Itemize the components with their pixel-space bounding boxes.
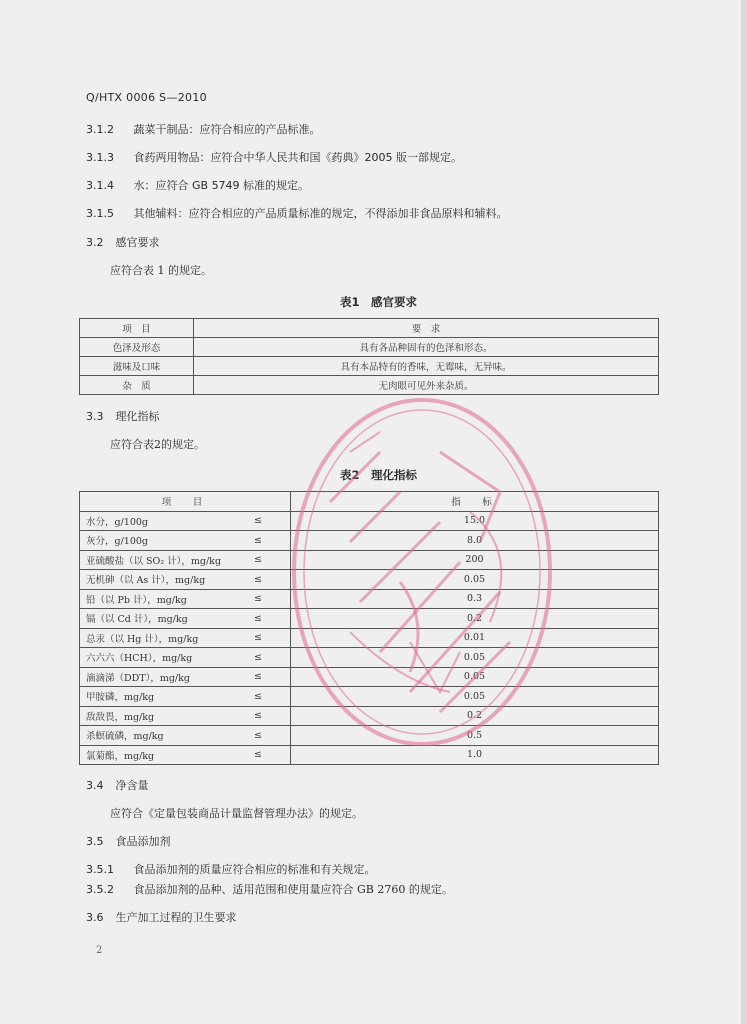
clause-3-5-1 xyxy=(86,863,376,877)
clause-text: 食品添加剂的品种、适用范围和使用量应符合 GB 2760 的规定。 xyxy=(133,883,453,896)
indicator-name-cell: 亚硫酸盐（以 SO₂ 计），mg/kg xyxy=(80,550,251,570)
section-title: 食品添加剂 xyxy=(115,835,171,848)
table-row xyxy=(80,745,659,765)
indicator-value-cell: 0.05 xyxy=(291,667,659,687)
section-3-5-heading xyxy=(86,835,171,849)
section-title: 理化指标 xyxy=(115,410,160,423)
clause-text: 食药两用物品：应符合中华人民共和国《药典》2005 版一部规定。 xyxy=(133,151,462,164)
operator-cell: ≤ xyxy=(250,511,291,531)
clause-3-5-2 xyxy=(86,883,453,897)
indicator-value-cell: 0.5 xyxy=(291,726,659,746)
clause-number: 3.5.2 xyxy=(86,883,114,896)
table-row xyxy=(80,570,659,590)
table-row xyxy=(80,628,659,648)
clause-text: 其他辅料：应符合相应的产品质量标准的规定，不得添加非食品原料和辅料。 xyxy=(133,207,508,220)
indicator-name-cell: 氯菊酯，mg/kg xyxy=(80,745,251,765)
clause-text: 水：应符合 GB 5749 标准的规定。 xyxy=(133,179,310,192)
table-row xyxy=(80,531,659,551)
indicator-value-cell: 0.2 xyxy=(291,609,659,629)
table-row xyxy=(80,648,659,668)
indicator-name-cell: 铅（以 Pb 计），mg/kg xyxy=(80,589,251,609)
clause-3-1-5 xyxy=(86,207,508,221)
indicator-value-cell: 0.05 xyxy=(291,648,659,668)
clause-number: 3.1.4 xyxy=(86,179,114,192)
table2-caption: 表2 理化指标 xyxy=(340,468,418,482)
doc-code-header: Q/HTX 0006 S—2010 xyxy=(86,91,207,104)
clause-3-1-3 xyxy=(86,151,462,165)
clause-text: 食品添加剂的质量应符合相应的标准和有关规定。 xyxy=(133,863,376,876)
table-body xyxy=(80,511,659,765)
table-row xyxy=(80,726,659,746)
operator-cell: ≤ xyxy=(250,570,291,590)
table-row xyxy=(80,376,659,395)
table-header-row xyxy=(80,319,659,338)
table-header-row xyxy=(80,492,659,512)
section-number: 3.3 xyxy=(86,410,104,423)
indicator-name-cell: 无机砷（以 As 计），mg/kg xyxy=(80,570,251,590)
section-3-3-heading xyxy=(86,410,160,424)
table-row xyxy=(80,589,659,609)
clause-number: 3.1.3 xyxy=(86,151,114,164)
clause-3-1-4 xyxy=(86,179,309,193)
section-title: 生产加工过程的卫生要求 xyxy=(115,911,237,924)
indicator-value-cell: 0.01 xyxy=(291,628,659,648)
table-row xyxy=(80,609,659,629)
table-header-cell: 指 标 xyxy=(291,492,659,512)
table-cell: 无肉眼可见外来杂质。 xyxy=(194,376,659,395)
table-cell: 滋味及口味 xyxy=(80,357,194,376)
indicator-value-cell: 0.2 xyxy=(291,706,659,726)
physicochemical-indicators-table xyxy=(79,491,659,765)
page-number: 2 xyxy=(96,945,103,956)
section-3-6-heading xyxy=(86,911,237,925)
indicator-value-cell: 15.0 xyxy=(291,511,659,531)
indicator-value-cell: 0.05 xyxy=(291,687,659,707)
indicator-name-cell: 甲胺磷，mg/kg xyxy=(80,687,251,707)
section-3-4-text: 应符合《定量包装商品计量监督管理办法》的规定。 xyxy=(110,807,363,820)
sensory-requirements-table xyxy=(79,318,659,395)
operator-cell: ≤ xyxy=(250,687,291,707)
table-row xyxy=(80,667,659,687)
section-number: 3.5 xyxy=(86,835,104,848)
table-header-cell: 项 目 xyxy=(80,319,194,338)
operator-cell: ≤ xyxy=(250,589,291,609)
operator-cell: ≤ xyxy=(250,706,291,726)
table-cell: 具有本品特有的香味，无霉味，无异味。 xyxy=(194,357,659,376)
indicator-name-cell: 灰分，g/100g xyxy=(80,531,251,551)
table-header-cell: 项 目 xyxy=(80,492,291,512)
section-3-2-heading xyxy=(86,236,160,250)
section-number: 3.4 xyxy=(86,779,104,792)
section-3-4-heading xyxy=(86,779,149,793)
table-cell: 色泽及形态 xyxy=(80,338,194,357)
operator-cell: ≤ xyxy=(250,531,291,551)
section-number: 3.2 xyxy=(86,236,104,249)
section-title: 感官要求 xyxy=(115,236,160,249)
operator-cell: ≤ xyxy=(250,628,291,648)
clause-number: 3.1.2 xyxy=(86,123,114,136)
indicator-value-cell: 1.0 xyxy=(291,745,659,765)
indicator-name-cell: 总汞（以 Hg 计），mg/kg xyxy=(80,628,251,648)
table1-caption: 表1 感官要求 xyxy=(340,295,418,309)
indicator-name-cell: 镉（以 Cd 计），mg/kg xyxy=(80,609,251,629)
clause-number: 3.1.5 xyxy=(86,207,114,220)
indicator-value-cell: 8.0 xyxy=(291,531,659,551)
operator-cell: ≤ xyxy=(250,648,291,668)
operator-cell: ≤ xyxy=(250,726,291,746)
table-row xyxy=(80,687,659,707)
table-row xyxy=(80,550,659,570)
indicator-name-cell: 水分，g/100g xyxy=(80,511,251,531)
table-cell: 具有各品种固有的色泽和形态。 xyxy=(194,338,659,357)
indicator-name-cell: 六六六（HCH），mg/kg xyxy=(80,648,251,668)
table-row xyxy=(80,338,659,357)
operator-cell: ≤ xyxy=(250,667,291,687)
clause-text: 蔬菜干制品：应符合相应的产品标准。 xyxy=(133,123,321,136)
operator-cell: ≤ xyxy=(250,609,291,629)
indicator-name-cell: 敌敌畏，mg/kg xyxy=(80,706,251,726)
indicator-name-cell: 滴滴涕（DDT），mg/kg xyxy=(80,667,251,687)
section-number: 3.6 xyxy=(86,911,104,924)
table-row xyxy=(80,357,659,376)
table-row xyxy=(80,706,659,726)
indicator-value-cell: 0.05 xyxy=(291,570,659,590)
section-3-2-text: 应符合表 1 的规定。 xyxy=(110,264,212,277)
section-3-3-text: 应符合表2的规定。 xyxy=(110,438,205,451)
operator-cell: ≤ xyxy=(250,745,291,765)
page-edge xyxy=(741,0,747,1024)
table-cell: 杂 质 xyxy=(80,376,194,395)
section-title: 净含量 xyxy=(115,779,149,792)
indicator-value-cell: 200 xyxy=(291,550,659,570)
table-header-cell: 要 求 xyxy=(194,319,659,338)
indicator-name-cell: 杀螟硫磷，mg/kg xyxy=(80,726,251,746)
clause-3-1-2 xyxy=(86,123,321,137)
operator-cell: ≤ xyxy=(250,550,291,570)
clause-number: 3.5.1 xyxy=(86,863,114,876)
indicator-value-cell: 0.3 xyxy=(291,589,659,609)
table-row xyxy=(80,511,659,531)
